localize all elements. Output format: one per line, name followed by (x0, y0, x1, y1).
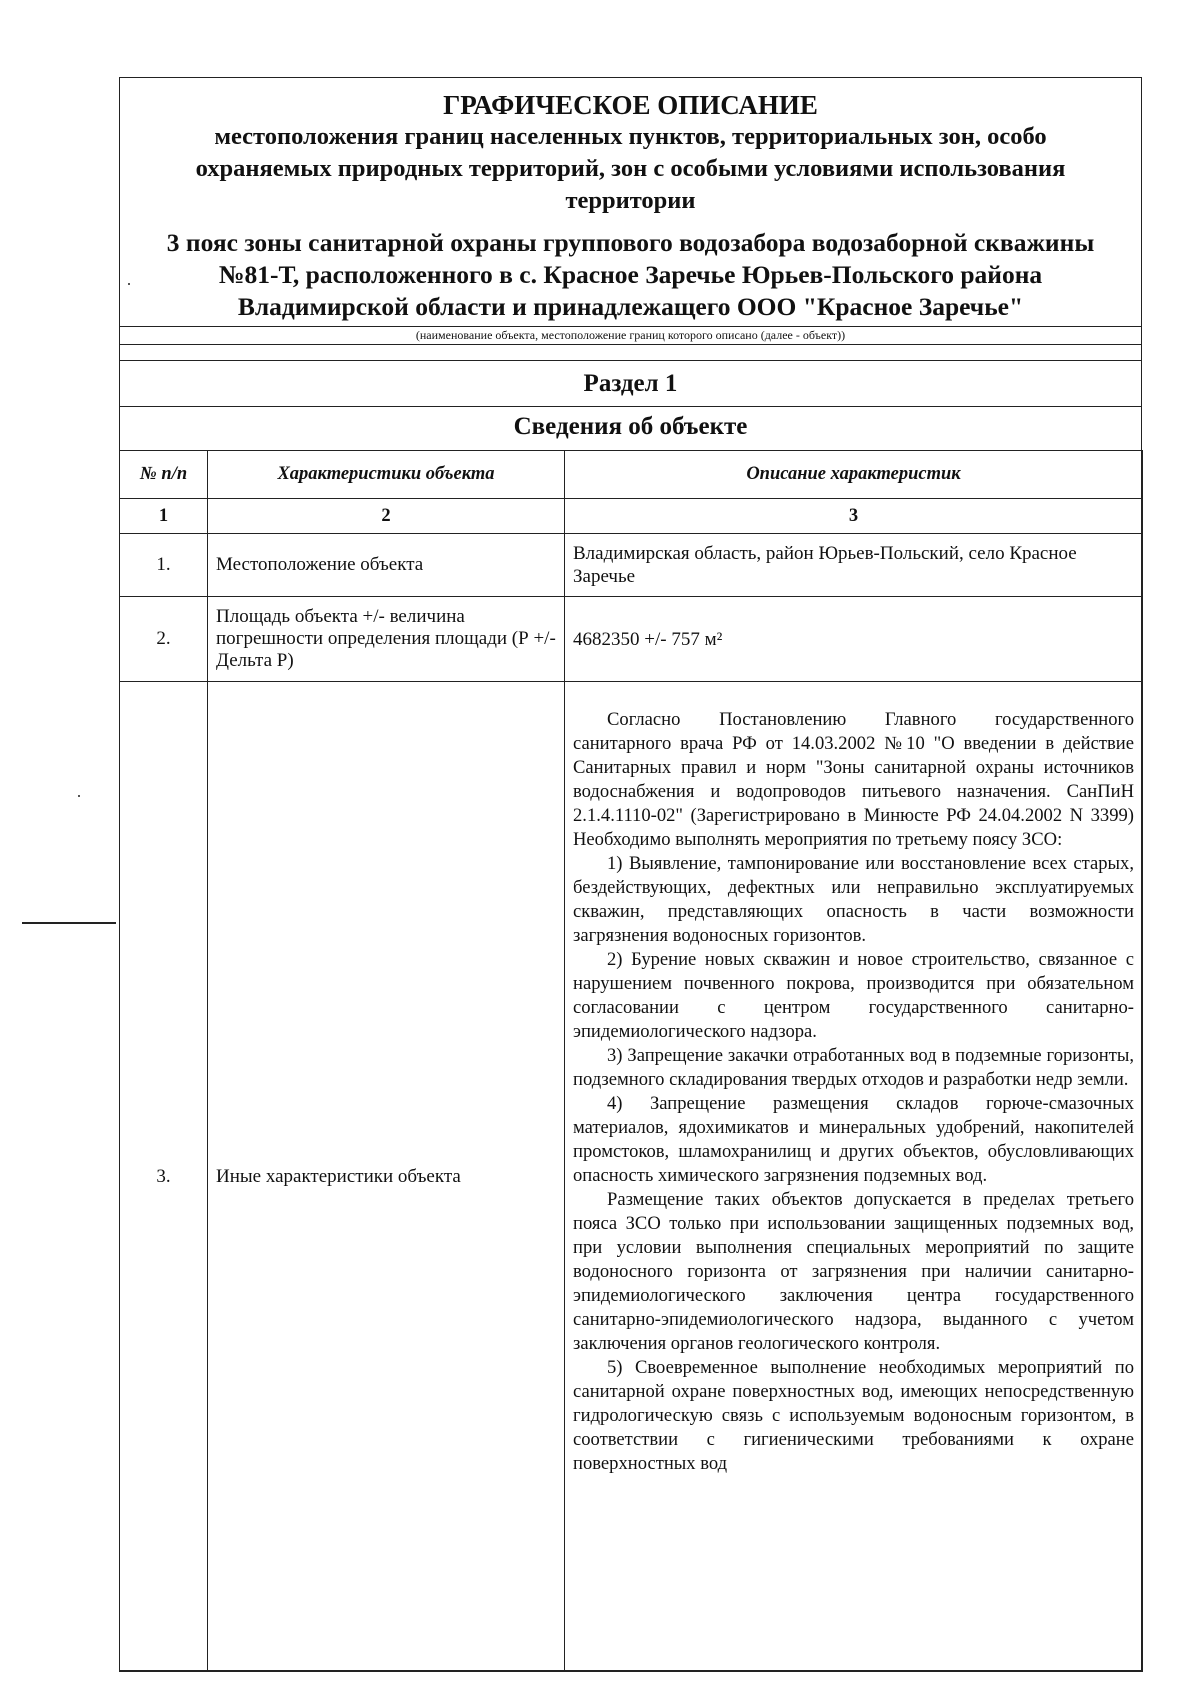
row-description (565, 682, 1143, 1672)
document-header (119, 77, 1142, 323)
section-title: Сведения об объекте (513, 413, 748, 440)
row-characteristic: Местоположение объекта (208, 534, 565, 597)
description-paragraph: 4) Запрещение размещения складов горюче-смазочных материалов, ядохимикатов и минеральных удобрений, накопителей промстоков, шламохранилищ и других объектов, обусловливающих опасность химического загрязнения подземных вод. (573, 1093, 1134, 1186)
document-subtitle: местоположения границ населенных пунктов, территориальных зон, особо охраняемых природных территорий, зон с особыми условиями использования территории (195, 123, 1066, 214)
object-caption: (наименование объекта, местоположение границ которого описано (далее - объект)) (415, 328, 846, 342)
description-paragraph: 1) Выявление, тампонирование или восстановление всех старых, бездействующих, дефектных или неправильно эксплуатируемых скважин, представляющих опасность в части возможности загрязнения водоносных горизонтов. (573, 853, 1134, 946)
column-header: № п/п (120, 451, 208, 499)
table-row (120, 534, 1143, 597)
row-number: 3. (120, 682, 208, 1672)
column-header: Описание характеристик (565, 451, 1143, 499)
divider (119, 344, 1142, 345)
description-paragraph: 3) Запрещение закачки отработанных вод в подземные горизонты, подземного складирования твердых отходов и разработки недр земли. (573, 1045, 1134, 1090)
table-header-row (120, 451, 1143, 499)
row-characteristic: Иные характеристики объекта (208, 682, 565, 1672)
column-number: 2 (208, 499, 565, 534)
column-header: Характеристики объекта (208, 451, 565, 499)
row-description: Владимирская область, район Юрьев-Польский, село Красное Заречье (565, 534, 1143, 597)
column-number: 3 (565, 499, 1143, 534)
section-label: Раздел 1 (583, 370, 678, 397)
row-characteristic: Площадь объекта +/- величина погрешности определения площади (Р +/- Дельта Р) (208, 597, 565, 682)
table-row (120, 682, 1143, 1672)
object-name: 3 пояс зоны санитарной охраны группового водозабора водозаборной скважины №81-Т, расположенного в с. Красное Заречье Юрьев-Польского района Владимирской области и принадлежащего ООО "Красное Заречье" (166, 228, 1095, 321)
description-paragraph: Согласно Постановлению Главного государственного санитарного врача РФ от 14.03.2002 №10 "О введении в действие Санитарных правил и норм "Зоны санитарной охраны источников водоснабжения и водопроводов питьевого назначения. СанПиН 2.1.4.1110-02" (Зарегистрировано в Минюсте РФ 24.04.2002 N 3399) Необходимо выполнять мероприятия по третьему поясу ЗСО: (573, 709, 1134, 850)
description-paragraph: Размещение таких объектов допускается в пределах третьего пояса ЗСО только при использовании защищенных подземных вод, при условии выполнения специальных мероприятий по защите водоносного горизонта от загрязнения при наличии санитарно-эпидемиологического заключения центра государственного санитарно-эпидемиологического надзора, выданного с учетом заключения органов геологического контроля. (573, 1189, 1134, 1354)
divider (119, 360, 1142, 361)
document-title: ГРАФИЧЕСКОЕ ОПИСАНИЕ (443, 90, 818, 120)
margin-speck (78, 795, 80, 797)
divider (119, 406, 1142, 407)
description-paragraph: 5) Своевременное выполнение необходимых мероприятий по санитарной охране поверхностных вод, имеющих непосредственную гидрологическую связь с используемым водоносным горизонтом, в соответствии с гигиеническими требованиями к охране поверхностных вод (573, 1357, 1134, 1474)
divider (119, 326, 1142, 327)
table-row (120, 597, 1143, 682)
row-number: 2. (120, 597, 208, 682)
row-description: 4682350 +/- 757 м² (565, 597, 1143, 682)
object-info-table (119, 450, 1143, 1672)
column-number: 1 (120, 499, 208, 534)
row-number: 1. (120, 534, 208, 597)
column-number-row (120, 499, 1143, 534)
description-paragraph: 2) Бурение новых скважин и новое строительство, связанное с нарушением почвенного покрова, производится при обязательном согласовании с центром государственного санитарно-эпидемиологического надзора. (573, 949, 1134, 1042)
margin-mark-line (22, 922, 116, 924)
